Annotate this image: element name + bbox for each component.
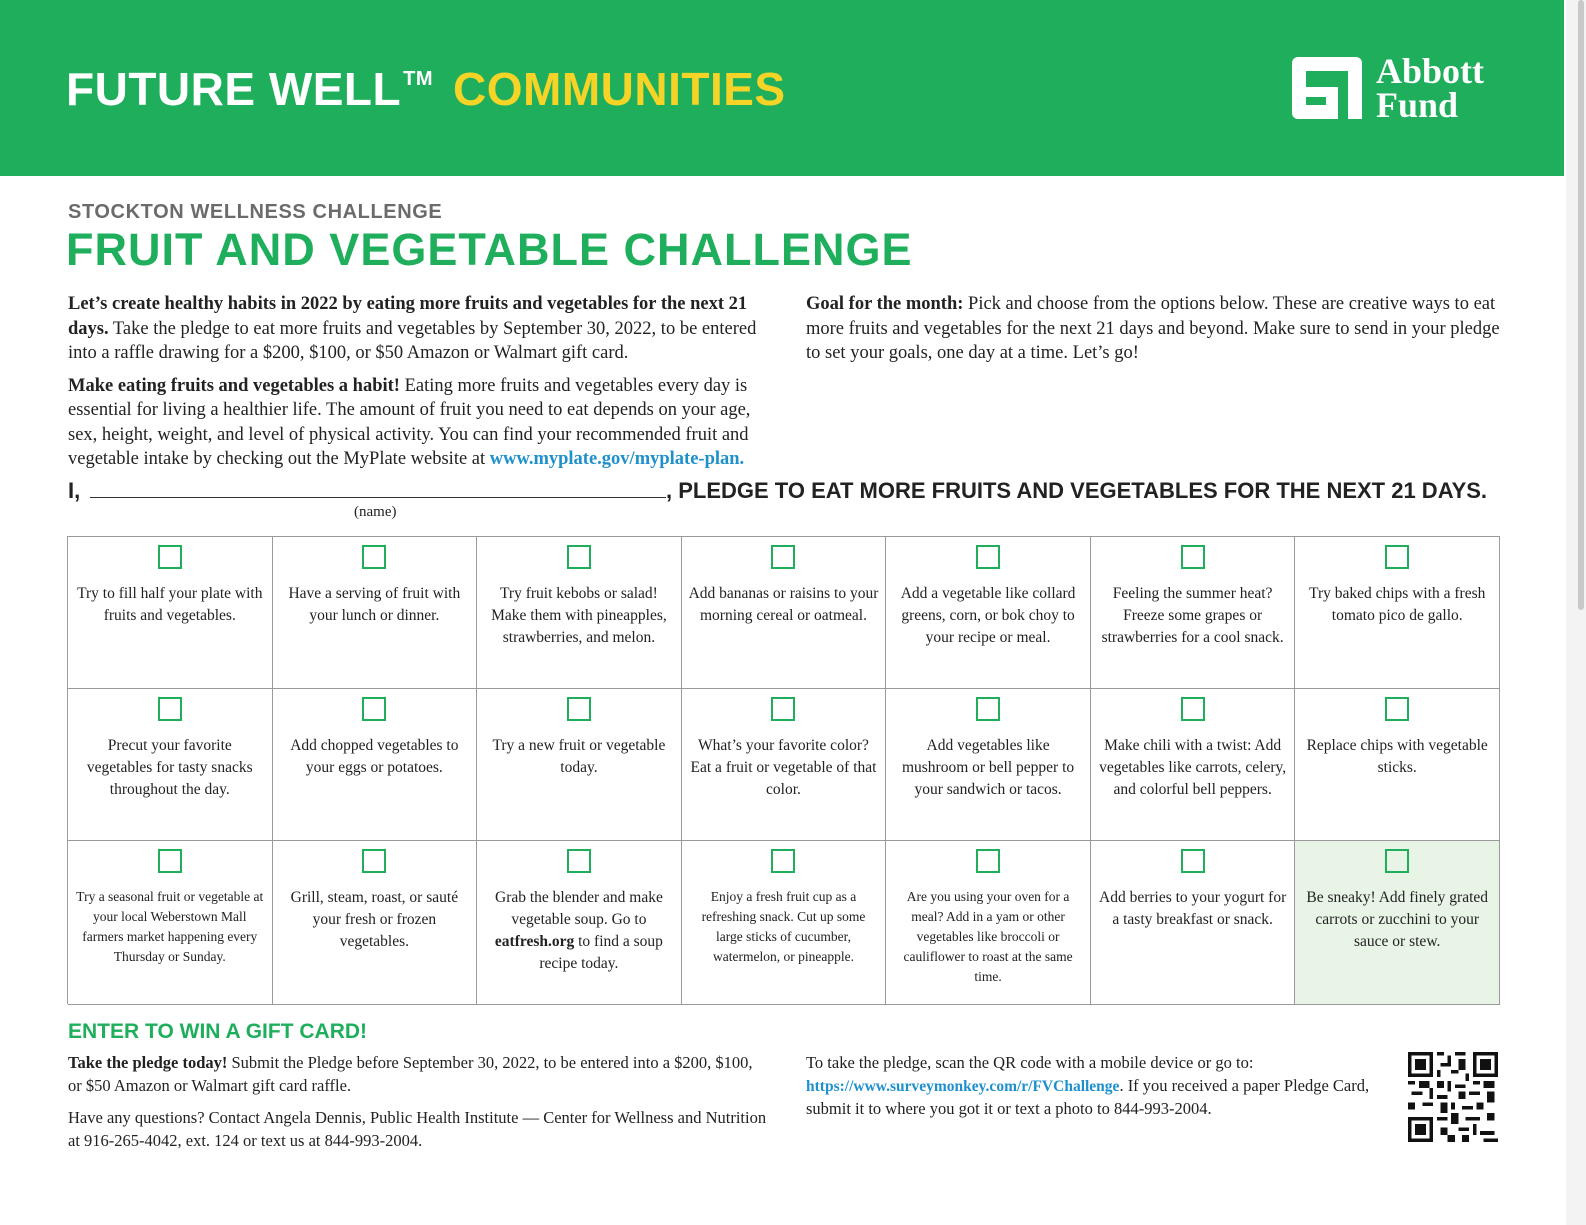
pledge-line <box>68 478 1500 518</box>
challenge-cell <box>1295 537 1500 689</box>
qr-code-icon[interactable] <box>1408 1052 1498 1142</box>
checkbox[interactable] <box>1181 697 1205 721</box>
logo-line-1: Abbott <box>1376 51 1485 91</box>
win-heading: ENTER TO WIN A GIFT CARD! <box>68 1020 368 1043</box>
intro-p1-text: Take the pledge to eat more fruits and vegetables by September 30, 2022, to be entered into a raffle drawing for a $200, $100, or $50 Amazon or Walmart gift card. <box>68 318 757 363</box>
intro-right-column <box>806 292 1506 366</box>
pledge-suffix: , PLEDGE TO EAT MORE FRUITS AND VEGETABLES FOR THE NEXT 21 DAYS. <box>666 478 1488 503</box>
intro-p3-bold: Goal for the month: <box>806 294 964 314</box>
challenge-cell <box>682 841 887 1005</box>
checkbox[interactable] <box>567 545 591 569</box>
challenge-cell <box>68 841 273 1005</box>
challenge-cell <box>1091 841 1296 1005</box>
challenge-cell <box>273 689 478 841</box>
intro-paragraph-2 <box>68 374 760 472</box>
logo-line-2: Fund <box>1376 85 1459 125</box>
survey-link[interactable]: https://www.surveymonkey.com/r/FVChallenge <box>806 1077 1120 1095</box>
challenge-text: Make chili with a twist: Add vegetables like carrots, celery, and colorful bell peppers. <box>1099 737 1287 798</box>
challenge-cell <box>477 841 682 1005</box>
challenge-text: Be sneaky! Add finely grated carrots or zucchini to your sauce or stew. <box>1306 889 1489 950</box>
challenge-cell <box>886 537 1091 689</box>
intro-p2-text: Eating more fruits and vegetables every day is essential for living a healthier life. The amount of fruit you need to eat depends on your age, sex, height, weight, and level of physical activity. You can find your recommended fruit and vegetable intake by checking out the MyPlate website at <box>68 375 751 469</box>
checkbox[interactable] <box>1385 545 1409 569</box>
challenge-cell <box>477 537 682 689</box>
challenge-text: What’s your favorite color? Eat a fruit or vegetable of that color. <box>690 737 877 798</box>
challenge-link-text: eatfresh.org <box>494 933 575 950</box>
challenge-cell <box>477 689 682 841</box>
checkbox[interactable] <box>976 697 1000 721</box>
challenge-text: Add vegetables like mushroom or bell pepper to your sandwich or tacos. <box>901 737 1075 798</box>
challenge-grid <box>67 536 1500 1004</box>
challenge-text: Are you using your oven for a meal? Add in a yam or other vegetables like broccoli or cauliflower to roast at the same time. <box>903 889 1073 984</box>
checkbox[interactable] <box>158 697 182 721</box>
checkbox[interactable] <box>362 849 386 873</box>
trademark-mark: TM <box>403 68 434 90</box>
logo-text <box>1376 51 1485 125</box>
pledge-prefix: I, <box>68 478 81 503</box>
intro-paragraph-1 <box>68 292 760 366</box>
challenge-text: Precut your favorite vegetables for tasty snacks throughout the day. <box>86 737 253 798</box>
challenge-cell <box>1295 841 1500 1005</box>
checkbox[interactable] <box>771 697 795 721</box>
checkbox[interactable] <box>1385 849 1409 873</box>
challenge-cell <box>682 689 887 841</box>
challenge-text: Add bananas or raisins to your morning cereal or oatmeal. <box>688 585 879 624</box>
footer-left <box>68 1052 768 1152</box>
checkbox[interactable] <box>771 545 795 569</box>
header-banner <box>0 0 1564 176</box>
intro-p1-bold: Let’s create healthy habits in 2022 by eating more fruits and vegetables for the next 21 days. <box>68 294 748 339</box>
footer-paragraph-1 <box>68 1052 768 1097</box>
checkbox[interactable] <box>976 545 1000 569</box>
eyebrow-heading: STOCKTON WELLNESS CHALLENGE <box>68 201 443 223</box>
challenge-text: Grill, steam, roast, or sauté your fresh or frozen vegetables. <box>290 889 459 950</box>
challenge-text: Try to fill half your plate with fruits and vegetables. <box>77 585 263 624</box>
checkbox[interactable] <box>362 697 386 721</box>
challenge-text: Try a new fruit or vegetable today. <box>492 737 666 776</box>
challenge-cell <box>273 537 478 689</box>
checkbox[interactable] <box>158 849 182 873</box>
footer-paragraph-2: Have any questions? Contact Angela Dennis, Public Health Institute — Center for Wellness and Nutrition at 916-265-4042, ext. 124 or text us at 844-993-2004. <box>68 1108 767 1150</box>
challenge-text: Try baked chips with a fresh tomato pico de gallo. <box>1309 585 1486 624</box>
brand-wordmark <box>66 62 786 116</box>
intro-p3-text: Pick and choose from the options below. These are creative ways to eat more fruits and vegetables for the next 21 days and beyond. Make sure to send in your pledge to set your goals, one day at a time. Let’s go! <box>806 294 1500 363</box>
challenge-text: Add chopped vegetables to your eggs or potatoes. <box>290 737 459 776</box>
name-caption: (name) <box>354 504 397 520</box>
challenge-text: Try a seasonal fruit or vegetable at your local Weberstown Mall farmers market happening every Thursday or Sunday. <box>76 889 264 964</box>
footer-p1-text: Submit the Pledge before September 30, 2022, to be entered into a $200, $100, or $50 Amazon or Walmart gift card raffle. <box>68 1053 753 1095</box>
challenge-cell <box>68 537 273 689</box>
challenge-text: Try fruit kebobs or salad! Make them with pineapples, strawberries, and melon. <box>491 585 667 646</box>
intro-left-column <box>68 292 760 472</box>
challenge-cell <box>1295 689 1500 841</box>
myplate-link[interactable]: www.myplate.gov/myplate-plan. <box>489 449 745 469</box>
challenge-text: Feeling the summer heat? Freeze some grapes or strawberries for a cool snack. <box>1101 585 1284 646</box>
challenge-cell <box>273 841 478 1005</box>
challenge-cell <box>682 537 887 689</box>
checkbox[interactable] <box>976 849 1000 873</box>
footer-r1-text: To take the pledge, scan the QR code with a mobile device or go to: <box>806 1053 1254 1072</box>
checkbox[interactable] <box>1385 697 1409 721</box>
footer-p1-bold: Take the pledge today! <box>68 1053 228 1072</box>
challenge-text: Enjoy a fresh fruit cup as a refreshing snack. Cut up some large sticks of cucumber, watermelon, or pineapple. <box>701 889 866 964</box>
intro-p2-bold: Make eating fruits and vegetables a habit! <box>68 375 400 396</box>
challenge-cell <box>886 689 1091 841</box>
challenge-text: Add berries to your yogurt for a tasty breakfast or snack. <box>1099 889 1287 928</box>
checkbox[interactable] <box>567 849 591 873</box>
checkbox[interactable] <box>771 849 795 873</box>
challenge-text: Have a serving of fruit with your lunch or dinner. <box>288 585 461 624</box>
challenge-cell <box>886 841 1091 1005</box>
intro-paragraph-3 <box>806 292 1506 366</box>
abbott-fund-logo <box>1292 51 1485 125</box>
challenge-cell <box>1091 537 1296 689</box>
checkbox[interactable] <box>158 545 182 569</box>
footer-paragraph-3 <box>806 1052 1396 1121</box>
scrollbar-thumb[interactable] <box>1578 0 1584 610</box>
challenge-text: Grab the blender and make vegetable soup. Go to eatfresh.org to find a soup recipe today. <box>494 889 663 972</box>
page-title: FRUIT AND VEGETABLE CHALLENGE <box>66 224 913 275</box>
checkbox[interactable] <box>1181 545 1205 569</box>
checkbox[interactable] <box>567 697 591 721</box>
footer-right <box>806 1052 1396 1121</box>
checkbox[interactable] <box>362 545 386 569</box>
footer-r1-after: . If you received a paper Pledge Card, submit it to where you got it or text a photo to 844-993-2004. <box>806 1075 1370 1118</box>
challenge-text: Add a vegetable like collard greens, corn, or bok choy to your recipe or meal. <box>900 585 1076 646</box>
name-field[interactable] <box>90 497 666 498</box>
challenge-cell <box>68 689 273 841</box>
brand-accent: COMMUNITIES <box>453 63 786 115</box>
challenge-text: Replace chips with vegetable sticks. <box>1306 737 1488 776</box>
challenge-cell <box>1091 689 1296 841</box>
brand-main: FUTURE WELL <box>66 63 402 115</box>
checkbox[interactable] <box>1181 849 1205 873</box>
abbott-logo-icon <box>1292 57 1362 119</box>
